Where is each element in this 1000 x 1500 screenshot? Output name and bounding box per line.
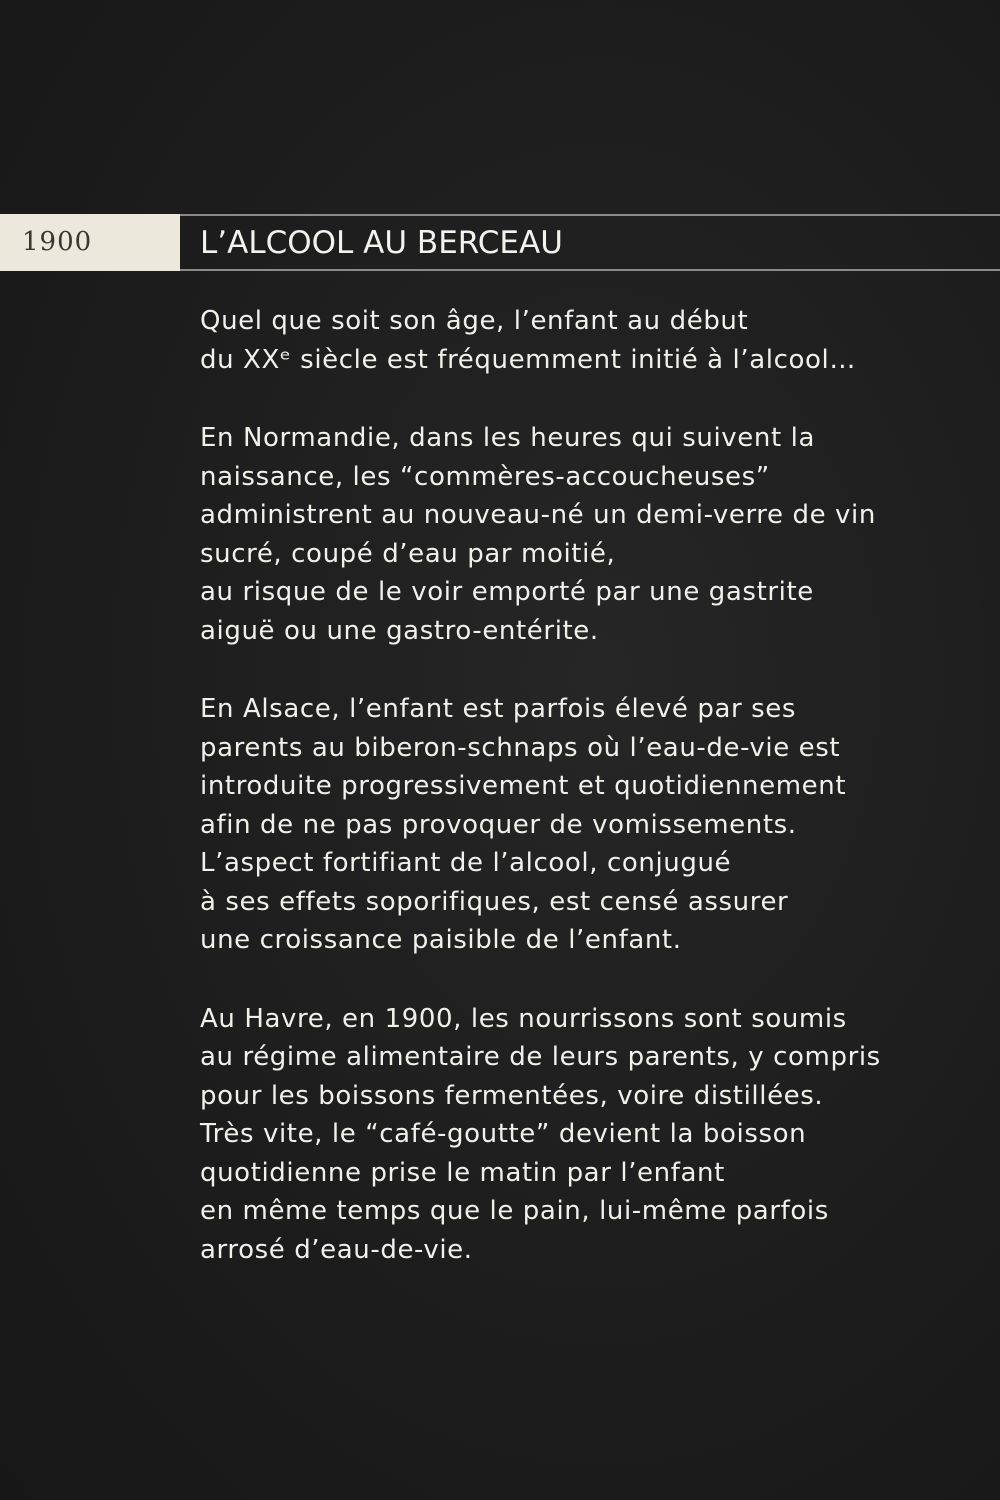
text-line: en même temps que le pain, lui-même parfois [200,1196,829,1226]
text-line: Au Havre, en 1900, les nourrissons sont soumis [200,1003,847,1034]
text-line: arrosé d’eau-de-vie. [200,1234,473,1265]
text-line: L’aspect fortifiant de l’alcool, conjugué [200,848,732,878]
text-line: une croissance paisible de l’enfant. [200,925,682,955]
text-line: aiguë ou une gastro-entérite. [200,615,599,646]
panel-title: L’ALCOOL AU BERCEAU [200,225,563,261]
text-line: Quel que soit son âge, l’enfant au début [200,306,749,336]
text-line: parents au biberon-schnaps où l’eau-de-vie est [200,732,841,763]
text-line: introduite progressivement et quotidiennement [200,771,847,801]
paragraph-intro [200,302,980,379]
text-line: En Normandie, dans les heures qui suivent la [200,423,815,453]
panel-body [200,302,980,1309]
text-line: au régime alimentaire de leurs parents, y compris [200,1042,881,1072]
header-rule-bottom [180,269,1000,271]
header-band [0,214,1000,272]
paragraph-alsace [200,690,980,960]
text-line: sucré, coupé d’eau par moitié, [200,538,616,569]
text-line: au risque de le voir emporté par une gastrite [200,577,814,607]
paragraph-normandie [200,419,980,650]
text-line: Très vite, le “café-goutte” devient la boisson [200,1119,807,1149]
text-line: quotidienne prise le matin par l’enfant [200,1157,725,1188]
paragraph-havre [200,1000,980,1270]
text-line: afin de ne pas provoquer de vomissements. [200,809,797,840]
text-line: En Alsace, l’enfant est parfois élevé par ses [200,694,797,724]
year-label: 1900 [0,214,180,271]
text-line: pour les boissons fermentées, voire distillées. [200,1080,824,1111]
header-rule-top [180,214,1000,216]
text-line: administrent au nouveau-né un demi-verre de vin [200,500,876,530]
text-line: du XXᵉ siècle est fréquemment initié à l’alcool… [200,344,856,375]
text-line: naissance, les “commères-accoucheuses” [200,461,770,492]
text-line: à ses effets soporifiques, est censé assurer [200,886,789,917]
